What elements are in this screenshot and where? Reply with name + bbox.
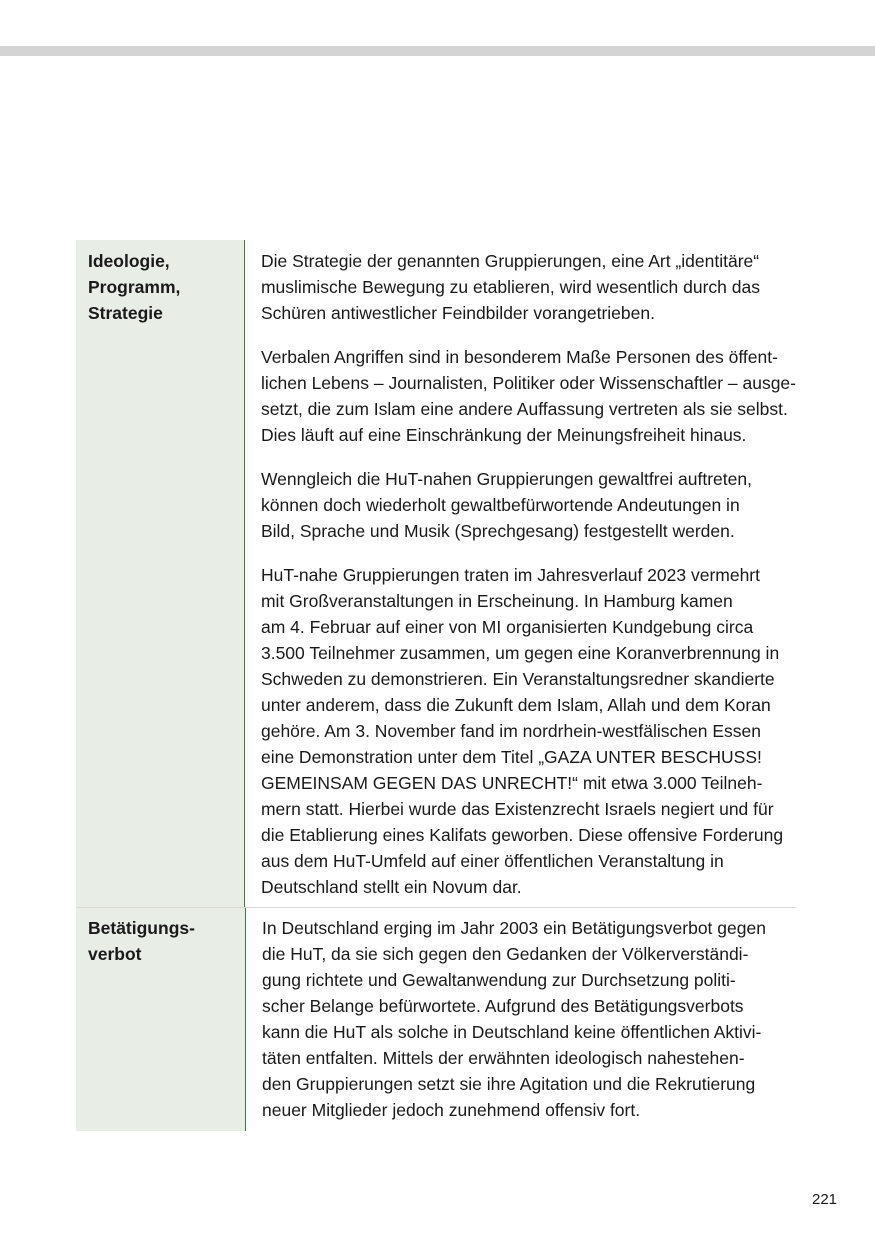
- text-line: gehöre. Am 3. November fand im nordrhein-westfälischen Essen: [260, 721, 761, 741]
- paragraph: [261, 562, 796, 900]
- text-line: den Gruppierungen setzt sie ihre Agitation und die Rekrutierung: [262, 1074, 756, 1094]
- text-line: lichen Lebens – Journalisten, Politiker oder Wissenschaftler – ausge-: [260, 373, 796, 393]
- text-line: Bild, Sprache und Musik (Sprechgesang) festgestellt werden.: [260, 521, 735, 541]
- text-line: 3.500 Teilnehmer zusammen, um gegen eine Koranverbrennung in: [260, 643, 780, 663]
- text-line: Wenngleich die HuT-nahen Gruppierungen gewaltfrei auftreten,: [260, 469, 752, 489]
- row-content: [245, 240, 796, 907]
- text-line: muslimische Bewegung zu etablieren, wird wesentlich durch das: [260, 277, 760, 297]
- text-line: mern statt. Hierbei wurde das Existenzrecht Israels negiert und für: [260, 799, 774, 819]
- label-line: Ideologie,: [88, 251, 170, 271]
- header-bar: [0, 46, 875, 56]
- text-line: neuer Mitglieder jedoch zunehmend offensiv fort.: [262, 1100, 641, 1120]
- text-line: gung richtete und Gewaltanwendung zur Durchsetzung politi-: [262, 970, 736, 990]
- text-line: Schüren antiwestlicher Feindbilder vorangetrieben.: [260, 303, 655, 323]
- table-row-ideologie: [76, 240, 796, 907]
- row-label: [76, 240, 245, 907]
- text-line: mit Großveranstaltungen in Erscheinung. In Hamburg kamen: [260, 591, 733, 611]
- paragraph: [261, 466, 796, 544]
- text-line: Deutschland stellt ein Novum dar.: [260, 877, 522, 897]
- label-line: Betätigungs-: [88, 918, 195, 938]
- text-line: Dies läuft auf eine Einschränkung der Meinungsfreiheit hinaus.: [260, 425, 747, 445]
- paragraph: [261, 344, 796, 448]
- text-line: HuT-nahe Gruppierungen traten im Jahresverlauf 2023 vermehrt: [260, 565, 760, 585]
- text-line: eine Demonstration unter dem Titel „GAZA UNTER BESCHUSS!: [260, 747, 762, 767]
- table-row-betaetigungsverbot: [76, 907, 796, 1131]
- paragraph: [262, 915, 796, 1123]
- text-line: scher Belange befürwortete. Aufgrund des Betätigungsverbots: [262, 996, 744, 1016]
- info-table: [76, 240, 796, 1131]
- text-line: Verbalen Angriffen sind in besonderem Maße Personen des öffent-: [260, 347, 778, 367]
- label-line: Strategie: [88, 303, 163, 323]
- text-line: unter anderem, dass die Zukunft dem Islam, Allah und dem Koran: [260, 695, 771, 715]
- text-line: Die Strategie der genannten Gruppierungen, eine Art „identitäre“: [260, 251, 760, 271]
- text-line: Schweden zu demonstrieren. Ein Veranstaltungsredner skandierte: [260, 669, 775, 689]
- label-line: Programm,: [88, 277, 181, 297]
- text-line: die HuT, da sie sich gegen den Gedanken der Völkerverständi-: [262, 944, 749, 964]
- text-line: aus dem HuT-Umfeld auf einer öffentlichen Veranstaltung in: [260, 851, 724, 871]
- row-label: [76, 907, 246, 1131]
- text-line: setzt, die zum Islam eine andere Auffassung vertreten als sie selbst.: [260, 399, 788, 419]
- text-line: kann die HuT als solche in Deutschland keine öffentlichen Aktivi-: [262, 1022, 762, 1042]
- text-line: täten entfalten. Mittels der erwähnten ideologisch nahestehen-: [262, 1048, 745, 1068]
- row-content: [246, 907, 796, 1131]
- label-line: verbot: [88, 944, 142, 964]
- text-line: können doch wiederholt gewaltbefürwortende Andeutungen in: [260, 495, 740, 515]
- paragraph: [261, 248, 796, 326]
- page-number: 221: [812, 1191, 838, 1208]
- text-line: am 4. Februar auf einer von MI organisierten Kundgebung circa: [260, 617, 754, 637]
- text-line: die Etablierung eines Kalifats geworben. Diese offensive Forderung: [260, 825, 784, 845]
- text-line: In Deutschland erging im Jahr 2003 ein Betätigungsverbot gegen: [262, 918, 766, 938]
- text-line: GEMEINSAM GEGEN DAS UNRECHT!“ mit etwa 3.000 Teilneh-: [260, 773, 763, 793]
